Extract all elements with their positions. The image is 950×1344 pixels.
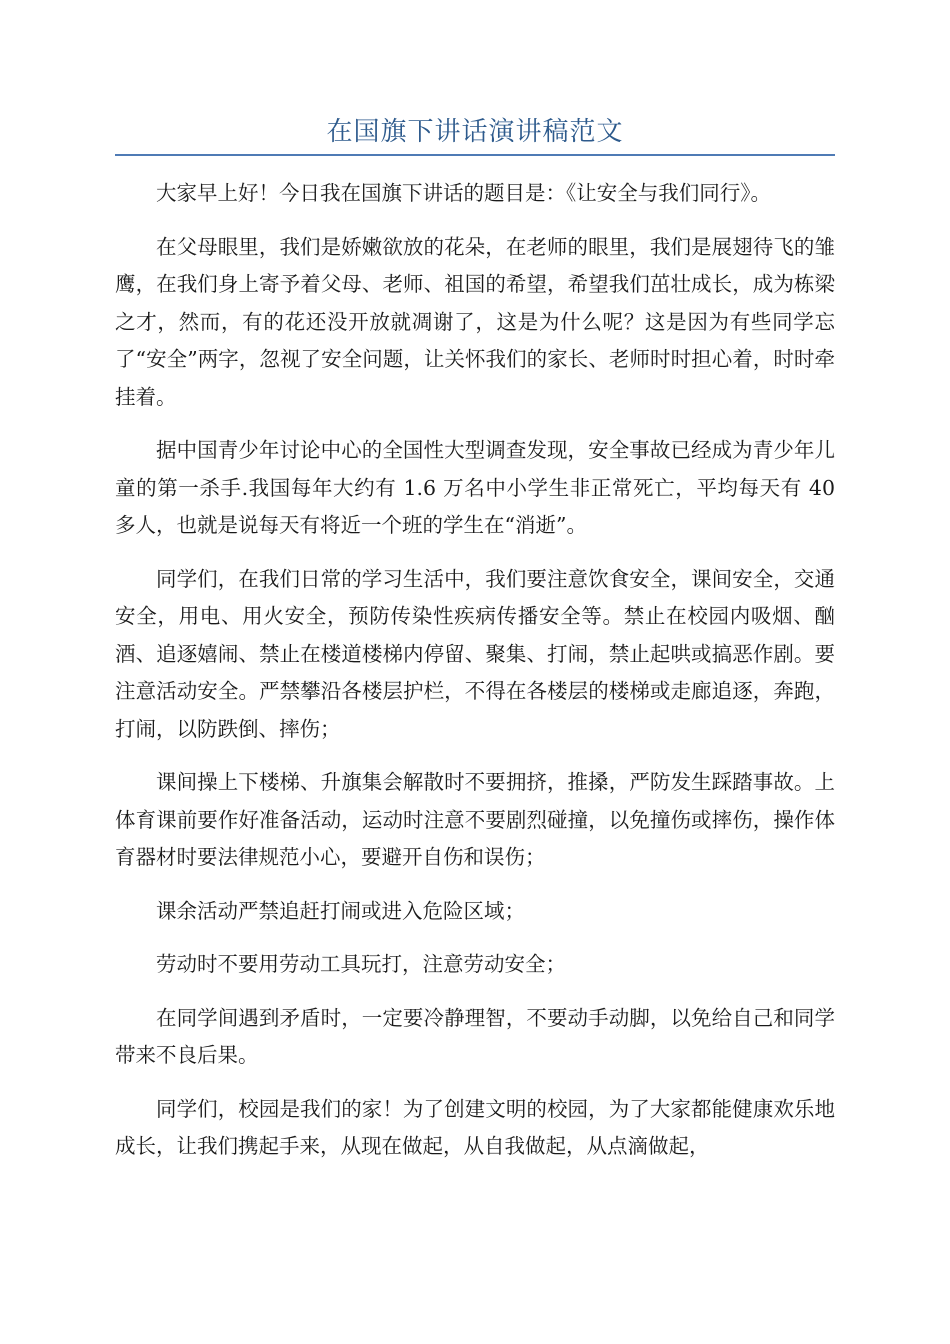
paragraph-1: 大家早上好！今日我在国旗下讲话的题目是：《让安全与我们同行》。 <box>156 181 771 205</box>
paragraph-7: 劳动时不要用劳动工具玩打，注意劳动安全； <box>156 952 566 976</box>
document-title: 在国旗下讲话演讲稿范文 <box>326 117 624 147</box>
paragraph-9: 同学们，校园是我们的家！为了创建文明的校园，为了大家都能健康欢乐地成长，让我们携起手来，从现在做起，从自我做起，从点滴做起， <box>115 1096 835 1158</box>
paragraph-8: 在同学间遇到矛盾时，一定要冷静理智，不要动手动脚，以免给自己和同学带来不良后果。 <box>115 1005 835 1067</box>
paragraph-2: 在父母眼里，我们是娇嫩欲放的花朵，在老师的眼里，我们是展翅待飞的雏鹰，在我们身上寄予着父母、老师、祖国的希望，希望我们茁壮成长，成为栋梁之才，然而，有的花还没开放就凋谢了，这是为什么呢？这是因为有些同学忘了“安全”两字，忽视了安全问题，让关怀我们的家长、老师时时担心着，时时牵挂着。 <box>115 234 835 409</box>
paragraph-5: 课间操上下楼梯、升旗集会解散时不要拥挤，推搡，严防发生踩踏事故。上体育课前要作好准备活动，运动时注意不要剧烈碰撞，以免撞伤或摔伤，操作体育器材时要法律规范小心，要避开自伤和误伤； <box>115 770 835 869</box>
paragraph-3: 据中国青少年讨论中心的全国性大型调查发现，安全事故已经成为青少年儿童的第一杀手.我国每年大约有 1.6 万名中小学生非正常死亡，平均每天有 40 多人，也就是说每天有将近一个班的学生在“消逝”。 <box>115 438 835 537</box>
paragraph-4: 同学们，在我们日常的学习生活中，我们要注意饮食安全，课间安全，交通安全，用电、用火安全，预防传染性疾病传播安全等。禁止在校园内吸烟、酗酒、追逐嬉闹、禁止在楼道楼梯内停留、聚集、打闹，禁止起哄或搞恶作剧。要注意活动安全。严禁攀沿各楼层护栏，不得在各楼层的楼梯或走廊追逐，奔跑，打闹，以防跌倒、摔伤； <box>115 566 835 741</box>
title-underline <box>115 154 835 156</box>
document-body <box>115 175 835 1182</box>
paragraph-6: 课余活动严禁追赶打闹或进入危险区域； <box>156 898 525 923</box>
